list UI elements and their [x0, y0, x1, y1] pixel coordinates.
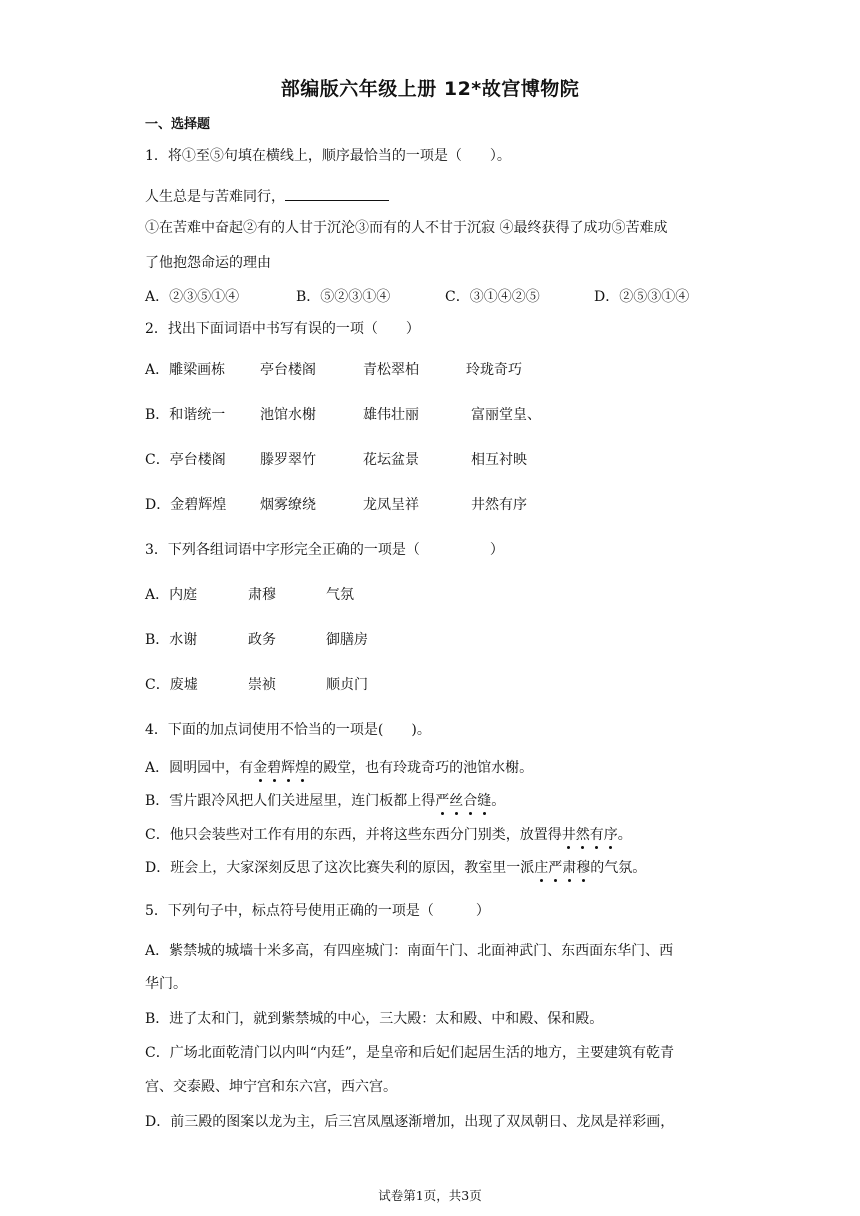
q5-option-b: B．进了太和门，就到紫禁城的中心，三大殿：太和殿、中和殿、保和殿。: [145, 1011, 604, 1027]
q3-row-b-word1: B．水谢: [145, 632, 198, 648]
q4-option-a: A．圆明园中，有金碧辉煌的殿堂，也有玲珑奇巧的池馆水榭。: [145, 760, 534, 776]
q2-row-c-word1: C．亭台楼阁: [145, 452, 226, 468]
q4-option-d: D．班会上，大家深刻反思了这次比赛失利的原因，教室里一派庄严肃穆的气氛。: [145, 860, 647, 876]
emphasis-dot-char: 丝: [449, 793, 464, 809]
q1-lead: 人生总是与苦难同行，: [145, 186, 389, 206]
q3-row-a-word1: A．内庭: [145, 587, 198, 603]
q4-option-b: B．雪片跟冷风把人们关进屋里，连门板都上得严丝合缝。: [145, 793, 506, 809]
q3-row-c-word1: C．废墟: [145, 677, 198, 693]
q2-row-d-word4: 井然有序: [471, 497, 527, 513]
emphasis-dot-char: 然: [575, 827, 590, 843]
q1-text-line2: 了他抱怨命运的理由: [145, 255, 271, 271]
q5-option-c-line1: C．广场北面乾清门以内叫“内廷”，是皇帝和后妃们起居生活的地方，主要建筑有乾青: [145, 1045, 675, 1061]
emphasis-dot-char: 辉: [281, 760, 296, 776]
q2-row-a-word1: A．雕梁画栋: [145, 362, 226, 378]
emphasis-dot-char: 煌: [295, 760, 310, 776]
emphasis-dot-char: 有: [589, 827, 604, 843]
q2-row-b-word1: B．和谐统一: [145, 407, 226, 423]
q2-row-d-word1: D．金碧辉煌: [145, 497, 227, 513]
section-heading: 一、选择题: [145, 117, 211, 132]
q5-option-d-line1: D．前三殿的图案以龙为主，后三宫凤凰逐渐增加，出现了双凤朝日、龙凤是祥彩画，: [145, 1114, 675, 1130]
emphasis-dot-char: 肃: [562, 860, 577, 876]
q2-row-a-word2: 亭台楼阁: [260, 362, 316, 378]
q2-row-b-word2: 池馆水榭: [260, 407, 316, 423]
q2-row-b-word3: 雄伟壮丽: [363, 407, 419, 423]
q2-row-c-word2: 滕罗翠竹: [260, 452, 316, 468]
page-footer: 试卷第1页，共3页: [378, 1188, 482, 1203]
q2-row-d-word2: 烟雾缭绕: [260, 497, 316, 513]
q5-stem: 5．下列句子中，标点符号使用正确的一项是（ ）: [145, 903, 490, 919]
q2-row-c-word3: 花坛盆景: [363, 452, 419, 468]
q1-stem: 1．将①至⑤句填在横线上，顺序最恰当的一项是（ ）。: [145, 148, 511, 164]
emphasis-dot-char: 严: [435, 793, 450, 809]
emphasis-dot-char: 井: [561, 827, 576, 843]
q2-row-b-word4: 富丽堂皇、: [471, 407, 541, 423]
q2-stem: 2．找出下面词语中书写有误的一项（ ）: [145, 321, 420, 337]
q1-option-a: A．②③⑤①④: [145, 289, 240, 305]
q5-option-a-line1: A．紫禁城的城墙十米多高，有四座城门：南面午门、北面神武门、东西面东华门、西: [145, 943, 674, 959]
q3-row-a-word2: 肃穆: [248, 587, 276, 603]
q3-row-c-word3: 顺贞门: [326, 677, 368, 693]
page-title: 部编版六年级上册 12*故宫博物院: [280, 78, 580, 100]
dotted-word: [534, 860, 590, 876]
q2-row-a-word3: 青松翠柏: [363, 362, 419, 378]
dotted-word: [253, 760, 309, 776]
q2-row-a-word4: 玲珑奇巧: [466, 362, 522, 378]
emphasis-dot-char: 严: [548, 860, 563, 876]
emphasis-dot-char: 金: [253, 760, 268, 776]
q3-row-b-word2: 政务: [248, 632, 276, 648]
q3-row-a-word3: 气氛: [326, 587, 354, 603]
q1-option-c: C．③①④②⑤: [445, 289, 540, 305]
emphasis-dot-char: 碧: [267, 760, 282, 776]
q5-option-a-line2: 华门。: [145, 976, 187, 992]
q4-stem: 4．下面的加点词使用不恰当的一项是( )。: [145, 722, 431, 738]
emphasis-dot-char: 缝: [477, 793, 492, 809]
emphasis-dot-char: 庄: [534, 860, 549, 876]
q1-option-b: B．⑤②③①④: [296, 289, 391, 305]
q3-stem: 3．下列各组词语中字形完全正确的一项是（ ）: [145, 542, 504, 558]
q1-option-d: D．②⑤③①④: [594, 289, 690, 305]
q5-option-c-line2: 宫、交泰殿、坤宁宫和东六宫，西六宫。: [145, 1079, 397, 1095]
dotted-word: [562, 827, 618, 843]
q2-row-d-word3: 龙凤呈祥: [363, 497, 419, 513]
q3-row-b-word3: 御膳房: [326, 632, 368, 648]
dotted-word: [435, 793, 491, 809]
q2-row-c-word4: 相互衬映: [471, 452, 527, 468]
q4-option-c: C．他只会装些对工作有用的东西，并将这些东西分门别类，放置得井然有序。: [145, 827, 632, 843]
emphasis-dot-char: 合: [463, 793, 478, 809]
emphasis-dot-char: 穆: [576, 860, 591, 876]
q3-row-c-word2: 崇祯: [248, 677, 276, 693]
emphasis-dot-char: 序: [603, 827, 618, 843]
q1-text-line1: ①在苦难中奋起②有的人甘于沉沦③而有的人不甘于沉寂 ④最终获得了成功⑤苦难成: [145, 220, 668, 236]
answer-blank: [285, 186, 389, 201]
